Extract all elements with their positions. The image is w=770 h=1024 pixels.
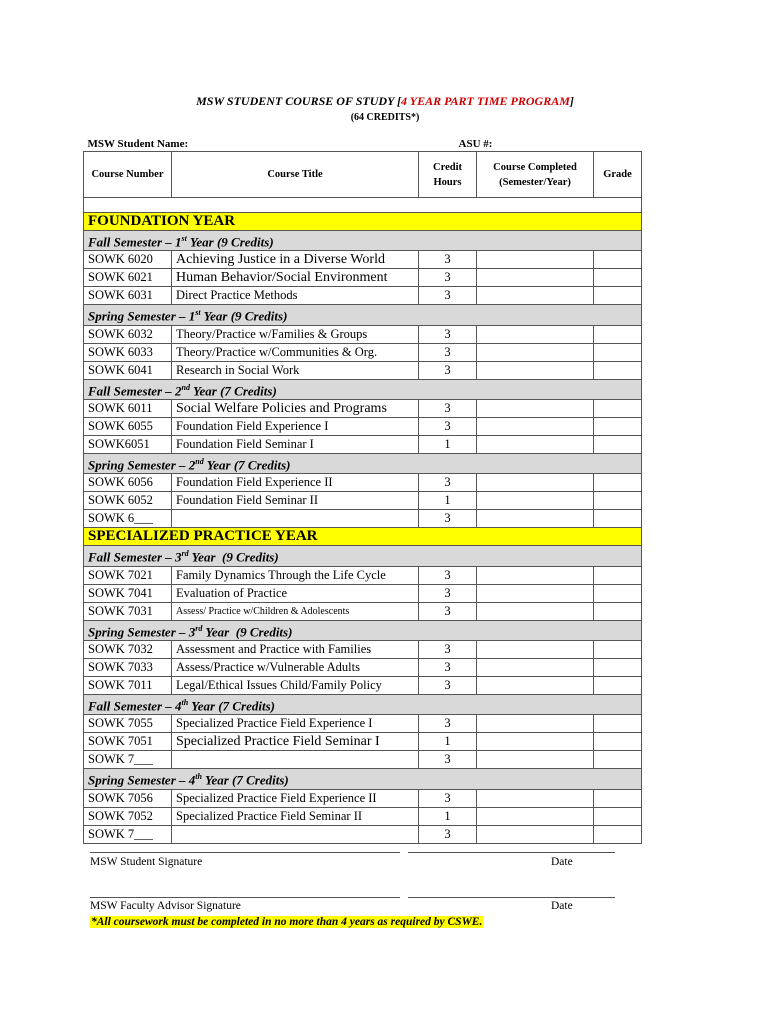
semester-name: Spring Semester – 2 (88, 457, 196, 473)
credit-hours: 1 (419, 492, 477, 510)
semester-header-row (84, 379, 642, 399)
course-number: SOWK6051 (84, 435, 172, 453)
course-completed-cell[interactable] (477, 251, 594, 269)
year-header-row (84, 213, 642, 231)
credit-hours: 3 (419, 789, 477, 807)
year-label: FOUNDATION YEAR (84, 213, 642, 231)
grade-cell[interactable] (594, 733, 642, 751)
semester-name: Spring Semester – 3 (88, 623, 196, 639)
semester-name: Spring Semester – 4 (88, 772, 196, 788)
course-number: SOWK 6032 (84, 325, 172, 343)
course-completed-cell[interactable] (477, 435, 594, 453)
course-title: Legal/Ethical Issues Child/Family Policy (172, 676, 419, 694)
credit-hours: 3 (419, 658, 477, 676)
course-completed-cell[interactable] (477, 825, 594, 843)
semester-label (84, 379, 642, 399)
credit-hours: 1 (419, 435, 477, 453)
semester-label (84, 453, 642, 473)
student-date-label: Date (551, 856, 573, 868)
credit-hours: 1 (419, 733, 477, 751)
semester-header-row (84, 231, 642, 251)
grade-cell[interactable] (594, 417, 642, 435)
semester-label (84, 694, 642, 714)
credit-hours: 3 (419, 361, 477, 379)
credit-hours: 3 (419, 399, 477, 417)
course-row (84, 417, 642, 435)
page-subtitle: (64 CREDITS*) (350, 112, 420, 123)
course-row (84, 825, 642, 843)
course-row (84, 566, 642, 584)
grade-cell[interactable] (594, 287, 642, 305)
grade-cell[interactable] (594, 640, 642, 658)
course-completed-cell[interactable] (477, 640, 594, 658)
course-number: SOWK 6041 (84, 361, 172, 379)
course-row (84, 676, 642, 694)
col-credit-hours: Credit Hours (419, 152, 477, 198)
advisor-date-label: Date (551, 900, 573, 912)
course-row (84, 435, 642, 453)
course-title[interactable] (172, 751, 419, 769)
course-completed-cell[interactable] (477, 658, 594, 676)
grade-cell[interactable] (594, 807, 642, 825)
course-row (84, 492, 642, 510)
grade-cell[interactable] (594, 658, 642, 676)
grade-cell[interactable] (594, 492, 642, 510)
semester-header-row (84, 769, 642, 789)
semester-credits: Year (9 Credits) (188, 549, 279, 565)
credit-hours: 3 (419, 566, 477, 584)
course-completed-cell[interactable] (477, 789, 594, 807)
col-course-completed: Course Completed (Semester/Year) (477, 152, 594, 198)
semester-credits: Year (9 Credits) (202, 623, 293, 639)
year-header-row (84, 528, 642, 546)
asu-label: ASU #: (458, 137, 493, 150)
course-row (84, 510, 642, 528)
semester-label (84, 231, 642, 251)
course-title: Theory/Practice w/Communities & Org. (172, 343, 419, 361)
course-completed-cell[interactable] (477, 751, 594, 769)
course-title: Foundation Field Seminar II (172, 492, 419, 510)
course-number: SOWK 7041 (84, 584, 172, 602)
credit-hours: 3 (419, 676, 477, 694)
course-title: Specialized Practice Field Experience II (172, 789, 419, 807)
grade-cell[interactable] (594, 510, 642, 528)
semester-ordinal: st (195, 308, 201, 318)
grade-cell[interactable] (594, 343, 642, 361)
student-date-line[interactable] (408, 852, 615, 853)
semester-label (84, 305, 642, 325)
course-completed-cell[interactable] (477, 807, 594, 825)
semester-credits: Year (7 Credits) (201, 772, 289, 788)
course-row (84, 751, 642, 769)
credit-hours: 3 (419, 325, 477, 343)
grade-cell[interactable] (594, 474, 642, 492)
course-title: Specialized Practice Field Seminar I (172, 733, 419, 751)
semester-header-row (84, 694, 642, 714)
course-number: SOWK 7032 (84, 640, 172, 658)
advisor-signature-label: MSW Faculty Advisor Signature (90, 900, 241, 912)
course-completed-cell[interactable] (477, 474, 594, 492)
credit-hours: 3 (419, 640, 477, 658)
course-number: SOWK 6020 (84, 251, 172, 269)
semester-credits: Year (9 Credits) (200, 308, 288, 324)
course-number: SOWK 6055 (84, 417, 172, 435)
course-completed-cell[interactable] (477, 325, 594, 343)
name-row (84, 136, 642, 152)
course-number: SOWK 6052 (84, 492, 172, 510)
course-completed-cell[interactable] (477, 733, 594, 751)
grade-cell[interactable] (594, 566, 642, 584)
credit-hours: 3 (419, 417, 477, 435)
course-row (84, 399, 642, 417)
course-row (84, 640, 642, 658)
course-title: Assess/Practice w/Vulnerable Adults (172, 658, 419, 676)
credit-hours: 3 (419, 825, 477, 843)
student-signature-label: MSW Student Signature (90, 856, 203, 868)
course-completed-cell[interactable] (477, 492, 594, 510)
semester-ordinal: rd (195, 623, 203, 633)
grade-cell[interactable] (594, 269, 642, 287)
course-number: SOWK 7055 (84, 715, 172, 733)
grade-cell[interactable] (594, 435, 642, 453)
course-completed-cell[interactable] (477, 584, 594, 602)
student-signature-line[interactable] (90, 852, 400, 853)
grade-cell[interactable] (594, 825, 642, 843)
course-number: SOWK 6011 (84, 399, 172, 417)
course-row (84, 807, 642, 825)
course-row (84, 325, 642, 343)
course-number: SOWK 7052 (84, 807, 172, 825)
course-row (84, 789, 642, 807)
grade-cell[interactable] (594, 361, 642, 379)
table-header (84, 152, 642, 198)
semester-name: Fall Semester – 4 (88, 698, 182, 714)
credit-hours: 3 (419, 251, 477, 269)
semester-credits: Year (7 Credits) (188, 698, 275, 714)
page-title (0, 94, 770, 109)
course-table (83, 136, 642, 844)
course-title: Direct Practice Methods (172, 287, 419, 305)
course-title: Social Welfare Policies and Programs (172, 399, 419, 417)
course-number: SOWK 6033 (84, 343, 172, 361)
course-completed-cell[interactable] (477, 399, 594, 417)
year-label: SPECIALIZED PRACTICE YEAR (84, 528, 642, 546)
course-row (84, 658, 642, 676)
semester-ordinal: th (195, 772, 202, 782)
course-number: SOWK 6___ (84, 510, 172, 528)
title-prefix: MSW STUDENT COURSE OF STUDY [ (196, 94, 401, 108)
credit-hours: 3 (419, 751, 477, 769)
course-number: SOWK 7___ (84, 751, 172, 769)
advisor-signature-line[interactable] (90, 897, 400, 898)
course-number: SOWK 7___ (84, 825, 172, 843)
course-title: Family Dynamics Through the Life Cycle (172, 566, 419, 584)
semester-name: Fall Semester – 3 (88, 549, 182, 565)
course-completed-cell[interactable] (477, 361, 594, 379)
course-title: Foundation Field Experience II (172, 474, 419, 492)
grade-cell[interactable] (594, 602, 642, 620)
grade-cell[interactable] (594, 715, 642, 733)
course-number: SOWK 7031 (84, 602, 172, 620)
course-title[interactable] (172, 825, 419, 843)
course-title: Foundation Field Experience I (172, 417, 419, 435)
semester-header-row (84, 305, 642, 325)
grade-cell[interactable] (594, 325, 642, 343)
semester-header-row (84, 546, 642, 566)
course-row (84, 269, 642, 287)
semester-ordinal: nd (195, 456, 204, 466)
course-title: Human Behavior/Social Environment (172, 269, 419, 287)
title-suffix: ] (569, 94, 574, 108)
header-gap (84, 198, 642, 213)
credit-hours: 1 (419, 807, 477, 825)
course-number: SOWK 7056 (84, 789, 172, 807)
credit-hours: 3 (419, 715, 477, 733)
course-title: Theory/Practice w/Families & Groups (172, 325, 419, 343)
title-program: 4 YEAR PART TIME PROGRAM (400, 94, 570, 108)
semester-ordinal: th (181, 697, 189, 707)
course-number: SOWK 6056 (84, 474, 172, 492)
course-number: SOWK 6031 (84, 287, 172, 305)
course-row (84, 361, 642, 379)
course-row (84, 602, 642, 620)
grade-cell[interactable] (594, 584, 642, 602)
semester-ordinal: rd (181, 549, 189, 559)
course-completed-cell[interactable] (477, 287, 594, 305)
grade-cell[interactable] (594, 251, 642, 269)
footnote: *All coursework must be completed in no more than 4 years as required by CSWE. (91, 916, 483, 928)
credit-hours: 3 (419, 287, 477, 305)
course-title: Assessment and Practice with Families (172, 640, 419, 658)
semester-header-row (84, 620, 642, 640)
course-title: Research in Social Work (172, 361, 419, 379)
course-completed-cell[interactable] (477, 510, 594, 528)
credit-hours: 3 (419, 269, 477, 287)
course-title: Specialized Practice Field Experience I (172, 715, 419, 733)
col-grade: Grade (594, 152, 642, 198)
course-row (84, 715, 642, 733)
semester-name: Fall Semester – 1 (88, 234, 182, 250)
semester-name: Fall Semester – 2 (88, 382, 182, 398)
student-name-field[interactable] (84, 136, 419, 152)
grade-cell[interactable] (594, 399, 642, 417)
course-number: SOWK 7033 (84, 658, 172, 676)
course-completed-cell[interactable] (477, 715, 594, 733)
course-title: Assess/ Practice w/Children & Adolescents (172, 602, 419, 620)
course-number: SOWK 7051 (84, 733, 172, 751)
credit-hours: 3 (419, 343, 477, 361)
semester-label (84, 620, 642, 640)
course-row (84, 584, 642, 602)
course-completed-cell[interactable] (477, 269, 594, 287)
grade-cell[interactable] (594, 789, 642, 807)
credit-hours: 3 (419, 474, 477, 492)
course-row (84, 733, 642, 751)
semester-credits: Year (7 Credits) (189, 382, 277, 398)
semester-label (84, 769, 642, 789)
col-course-number: Course Number (84, 152, 172, 198)
course-title: Foundation Field Seminar I (172, 435, 419, 453)
semester-label (84, 546, 642, 566)
student-name-label: MSW Student Name: (87, 137, 189, 150)
course-completed-cell[interactable] (477, 417, 594, 435)
course-number: SOWK 6021 (84, 269, 172, 287)
course-row (84, 287, 642, 305)
course-number: SOWK 7021 (84, 566, 172, 584)
credit-hours: 3 (419, 584, 477, 602)
course-title: Evaluation of Practice (172, 584, 419, 602)
course-title[interactable] (172, 510, 419, 528)
course-row (84, 343, 642, 361)
course-completed-cell[interactable] (477, 566, 594, 584)
course-row (84, 251, 642, 269)
course-number: SOWK 7011 (84, 676, 172, 694)
course-row (84, 474, 642, 492)
credit-hours: 3 (419, 510, 477, 528)
course-completed-cell[interactable] (477, 343, 594, 361)
asu-number-field[interactable] (419, 136, 642, 152)
semester-header-row (84, 453, 642, 473)
course-completed-cell[interactable] (477, 676, 594, 694)
advisor-date-line[interactable] (408, 897, 615, 898)
course-title: Specialized Practice Field Seminar II (172, 807, 419, 825)
semester-credits: Year (9 Credits) (186, 234, 274, 250)
semester-ordinal: st (181, 234, 187, 243)
grade-cell[interactable] (594, 676, 642, 694)
semester-name: Spring Semester – 1 (88, 308, 196, 324)
col-course-title: Course Title (172, 152, 419, 198)
credit-hours: 3 (419, 602, 477, 620)
semester-ordinal: nd (181, 382, 190, 392)
course-title: Achieving Justice in a Diverse World (172, 251, 419, 269)
course-completed-cell[interactable] (477, 602, 594, 620)
semester-credits: Year (7 Credits) (203, 457, 291, 473)
grade-cell[interactable] (594, 751, 642, 769)
